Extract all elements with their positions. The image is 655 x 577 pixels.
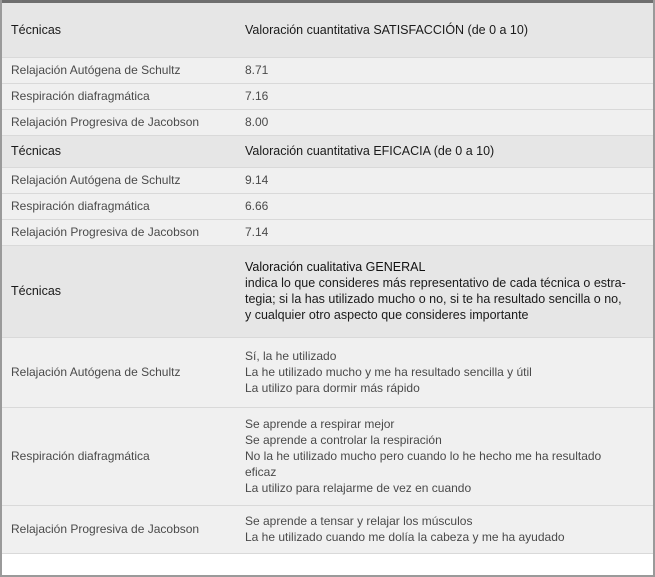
general-desc-line: y cualquier otro aspecto que consideres importante bbox=[245, 308, 529, 322]
comment-line: La utilizo para dormir más rápido bbox=[245, 381, 420, 395]
technique-value: 8.00 bbox=[237, 109, 653, 135]
header-row-satisfaction bbox=[2, 3, 653, 57]
technique-name: Respiración diafragmática bbox=[2, 83, 237, 109]
table-row bbox=[2, 337, 653, 407]
comment-line: La utilizo para relajarme de vez en cuando bbox=[245, 481, 472, 495]
header-efficacy: Valoración cuantitativa EFICACIA (de 0 a 10) bbox=[237, 135, 653, 167]
technique-value: 6.66 bbox=[237, 193, 653, 219]
table-row bbox=[2, 407, 653, 505]
table-row bbox=[2, 219, 653, 245]
comment-line: Se aprende a respirar mejor bbox=[245, 417, 395, 431]
comment-line: No la he utilizado mucho pero cuando lo he hecho me ha resultado bbox=[245, 449, 602, 463]
table-row bbox=[2, 505, 653, 553]
general-desc-line: tegia; si la has utilizado mucho o no, si te ha resultado sencilla o no, bbox=[245, 292, 622, 306]
technique-name: Respiración diafragmática bbox=[2, 193, 237, 219]
technique-comments bbox=[237, 407, 653, 505]
table-row bbox=[2, 193, 653, 219]
comment-line: Sí, la he utilizado bbox=[245, 349, 337, 363]
comment-line: eficaz bbox=[245, 465, 277, 479]
technique-comments bbox=[237, 337, 653, 407]
techniques-table bbox=[2, 3, 653, 554]
header-general bbox=[237, 245, 653, 337]
technique-name: Relajación Progresiva de Jacobson bbox=[2, 505, 237, 553]
header-techniques: Técnicas bbox=[2, 135, 237, 167]
table-row bbox=[2, 167, 653, 193]
header-row-efficacy bbox=[2, 135, 653, 167]
technique-name: Relajación Progresiva de Jacobson bbox=[2, 219, 237, 245]
technique-name: Relajación Autógena de Schultz bbox=[2, 57, 237, 83]
technique-value: 7.16 bbox=[237, 83, 653, 109]
table-row bbox=[2, 83, 653, 109]
comment-line: Se aprende a controlar la respiración bbox=[245, 433, 442, 447]
technique-name: Relajación Autógena de Schultz bbox=[2, 167, 237, 193]
left-border bbox=[0, 0, 2, 577]
header-satisfaction: Valoración cuantitativa SATISFACCIÓN (de 0 a 10) bbox=[237, 3, 653, 57]
technique-name: Respiración diafragmática bbox=[2, 407, 237, 505]
table-row bbox=[2, 57, 653, 83]
general-desc-line: indica lo que consideres más representativo de cada técnica o estra- bbox=[245, 276, 626, 290]
comment-line: La he utilizado mucho y me ha resultado sencilla y útil bbox=[245, 365, 532, 379]
technique-name: Relajación Progresiva de Jacobson bbox=[2, 109, 237, 135]
technique-value: 9.14 bbox=[237, 167, 653, 193]
comment-line: Se aprende a tensar y relajar los músculos bbox=[245, 514, 473, 528]
technique-value: 7.14 bbox=[237, 219, 653, 245]
technique-comments bbox=[237, 505, 653, 553]
comment-line: La he utilizado cuando me dolía la cabeza y me ha ayudado bbox=[245, 530, 565, 544]
table-row bbox=[2, 109, 653, 135]
header-techniques: Técnicas bbox=[2, 245, 237, 337]
general-title: Valoración cualitativa GENERAL bbox=[245, 260, 426, 274]
header-techniques: Técnicas bbox=[2, 3, 237, 57]
technique-name: Relajación Autógena de Schultz bbox=[2, 337, 237, 407]
technique-value: 8.71 bbox=[237, 57, 653, 83]
header-row-general bbox=[2, 245, 653, 337]
